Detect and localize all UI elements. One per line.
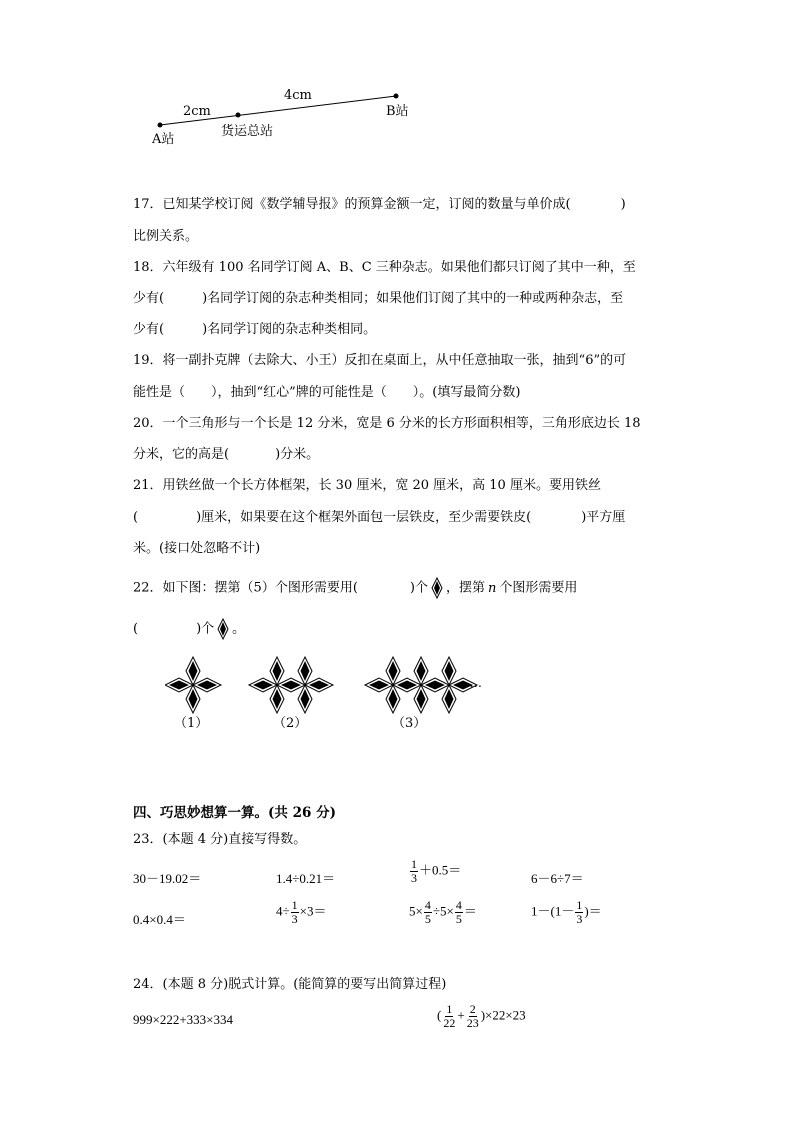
fraction-numerator: 2 (469, 1002, 476, 1016)
q22-text1d: 个图形需要用 (499, 580, 578, 596)
figure-1 (165, 657, 221, 713)
q21-line1: 21．用铁丝做一个长方体框架，长 30 厘米，宽 20 厘米，高 10 厘米。要用铁丝 (133, 478, 601, 493)
q23-e7c: ＝ (463, 903, 477, 919)
q22-line1 (133, 577, 577, 599)
fraction-numerator: 4 (455, 898, 462, 912)
q17-paren: ) (620, 197, 626, 212)
station-a-dot (158, 123, 163, 128)
fraction-numerator: 4 (424, 898, 431, 912)
q18-text3b: )名同学订阅的杂志种类相同。 (202, 322, 377, 337)
figure-3-label: （3） (392, 716, 427, 731)
q21-text2b: )厘米，如果要在这个框架外面包一层铁皮，至少需要铁皮( (196, 510, 532, 525)
fraction-denominator: 5 (455, 912, 462, 926)
q23-e7b: ÷5× (432, 903, 454, 919)
figure-2-label: （2） (273, 716, 308, 731)
q22-text2a: ( (133, 621, 139, 637)
fraction-denominator: 5 (424, 912, 431, 926)
q18-line3 (133, 322, 376, 338)
q21-text2a: ( (133, 510, 139, 525)
label-2cm: 2cm (183, 104, 211, 119)
fraction-numerator: 1 (411, 857, 417, 871)
station-b-dot (394, 94, 399, 99)
q20-line2 (133, 447, 319, 463)
q23-expr-7 (409, 899, 477, 926)
figure-1-label: （1） (174, 716, 209, 731)
fraction-numerator: 1 (291, 898, 298, 912)
q24-expr-1: 999×222+333×334 (133, 1012, 233, 1027)
q17-line1 (133, 197, 626, 213)
fraction (424, 899, 432, 926)
label-4cm: 4cm (284, 88, 312, 103)
q17-line2: 比例关系。 (133, 229, 199, 244)
fraction-denominator: 3 (576, 912, 583, 926)
q21-text2c: )平方厘 (581, 510, 626, 525)
q23-expr-6 (276, 899, 326, 926)
q20-text2a: 分米，它的高是( (133, 447, 230, 462)
q23-expr-4: 6－6÷7＝ (531, 871, 584, 886)
fraction (410, 858, 418, 885)
q22-ellipsis: …… (457, 675, 482, 690)
q24-close: )×22×23 (480, 1007, 526, 1023)
q23-e8b: )＝ (584, 903, 602, 919)
fraction-denominator: 22 (443, 1016, 456, 1030)
station-a-label: A站 (152, 132, 175, 147)
q18-line2 (133, 291, 623, 307)
q23-expr-3 (409, 858, 461, 885)
fraction-numerator: 1 (446, 1002, 453, 1016)
fraction-denominator: 23 (466, 1016, 479, 1030)
diamond-icon (431, 577, 443, 599)
q24-open-paren: ( (437, 1007, 442, 1023)
q22-text1a: 22．如下图：摆第（5）个图形需要用( (133, 580, 358, 596)
q20-text2b: )分米。 (275, 447, 320, 462)
q19-line2: 能性是（ ），抽到“红心”牌的可能性是（ ）。(填写最简分数) (133, 385, 521, 400)
q18-text3a: 少有( (133, 322, 165, 337)
fraction (466, 1003, 480, 1030)
q23-expr-8 (531, 899, 602, 926)
q24-expr-2 (437, 1003, 526, 1030)
q17-text: 17．已知某学校订阅《数学辅导报》的预算金额一定，订阅的数量与单价成( (133, 197, 571, 212)
fraction-denominator: 3 (291, 912, 298, 926)
q24-plus: + (457, 1007, 465, 1023)
fraction-numerator: 1 (576, 898, 583, 912)
fraction (442, 1003, 456, 1030)
hub-dot (236, 113, 241, 118)
fraction (455, 899, 463, 926)
q23-e6b: ×3＝ (299, 903, 327, 919)
figure-2 (249, 657, 333, 713)
fraction (291, 899, 299, 926)
q22-line2 (133, 618, 245, 640)
q23-e7a: 5× (409, 903, 423, 919)
q23-expr-5: 0.4×0.4＝ (133, 912, 186, 927)
q22-pattern-figures (165, 655, 485, 717)
q23-e3-rest: ＋0.5＝ (419, 862, 462, 878)
q19-line1: 19．将一副扑克牌（去除大、小王）反扣在桌面上，从中任意抽取一张，抽到“6”的可 (133, 353, 627, 368)
q21-line2 (133, 510, 625, 526)
q23-intro: 23．(本题 4 分)直接写得数。 (133, 832, 307, 847)
q23-e8a: 1－(1－ (531, 903, 575, 919)
q24-intro: 24．(本题 8 分)脱式计算。(能简算的要写出简算过程) (133, 977, 447, 992)
q23-expr-2: 1.4÷0.21＝ (276, 871, 336, 886)
fraction-denominator: 3 (411, 871, 417, 885)
q22-text2c: 。 (232, 621, 246, 637)
q23-expr-1: 30－19.02＝ (133, 871, 202, 886)
section-4-title: 四、巧思妙想算一算。(共 26 分) (133, 805, 336, 821)
q18-text2a: 少有( (133, 291, 165, 306)
q22-text1c: ，摆第 (445, 580, 485, 596)
q23-e6a: 4÷ (276, 903, 290, 919)
q18-line1: 18．六年级有 100 名同学订阅 A、B、C 三种杂志。如果他们都只订阅了其中一种，至 (133, 260, 636, 275)
diamond-icon (217, 618, 229, 640)
q21-line3: 米。(接口处忽略不计) (133, 541, 261, 556)
fraction (575, 899, 583, 926)
q18-text2b: )名同学订阅的杂志种类相同；如果他们订阅了其中的一种或两种杂志，至 (202, 291, 624, 306)
station-b-label: B站 (386, 104, 409, 119)
q20-line1: 20．一个三角形与一个长是 12 分米，宽是 6 分米的长方形面积相等，三角形底边长 18 (133, 416, 641, 431)
hub-label: 货运总站 (221, 124, 274, 139)
q22-text2b: )个 (196, 621, 215, 637)
q22-text1b: )个 (409, 580, 428, 596)
q22-var-n: n (487, 580, 497, 596)
